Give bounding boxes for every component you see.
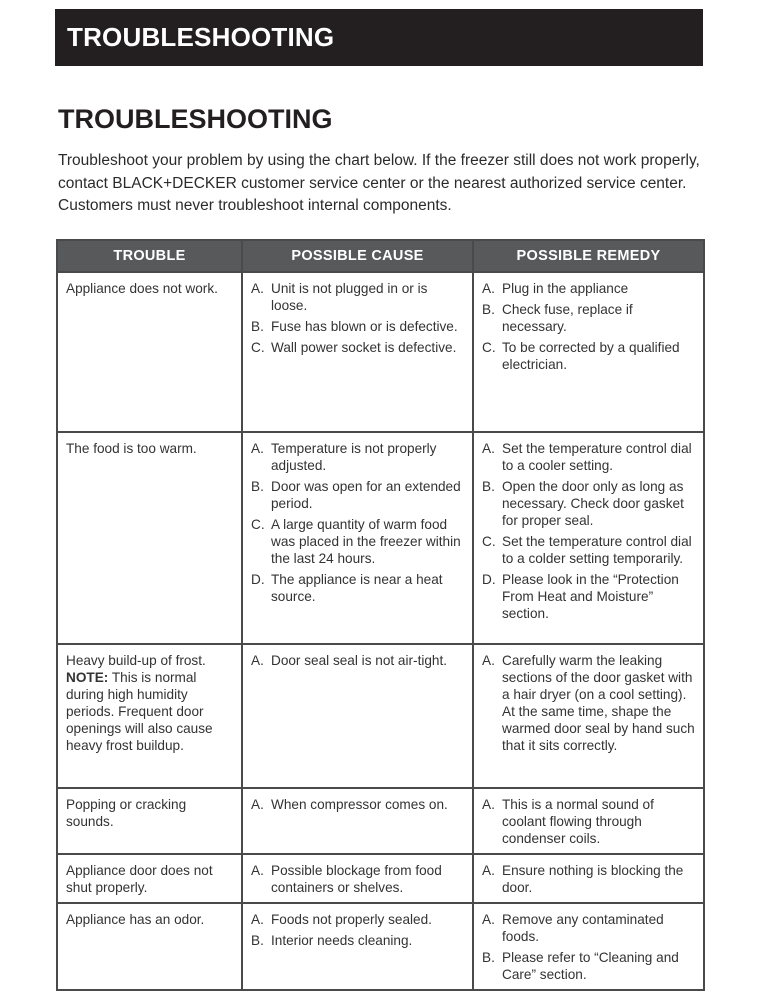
trouble-cell: Appliance does not work. bbox=[57, 272, 242, 432]
remedy-cell bbox=[473, 272, 704, 432]
list-item: C. Wall power socket is defective. bbox=[251, 340, 457, 355]
header-possible-cause: POSSIBLE CAUSE bbox=[242, 240, 473, 272]
troubleshooting-table bbox=[56, 239, 705, 991]
header-title: TROUBLESHOOTING bbox=[67, 22, 335, 52]
list-item: B. Interior needs cleaning. bbox=[251, 933, 413, 948]
table-row bbox=[57, 644, 704, 788]
cause-cell bbox=[242, 644, 473, 788]
table-row bbox=[57, 272, 704, 432]
remedy-cell bbox=[473, 788, 704, 854]
list-item: A. Plug in the appliance bbox=[482, 281, 629, 296]
remedy-cell bbox=[473, 854, 704, 903]
list-item: A. Unit is not plugged in or is loose. bbox=[251, 281, 428, 313]
remedy-cell bbox=[473, 644, 704, 788]
table-row bbox=[57, 432, 704, 644]
list-item: A. Carefully warm the leaking sections of the door gasket with a hair dryer (on a cool setting). At the same time, shape the warmed door seal by hand such that it sits correctly. bbox=[482, 653, 695, 753]
list-item: B. Please refer to “Cleaning and Care” section. bbox=[482, 950, 679, 982]
trouble-text: Heavy build-up of frost. bbox=[66, 653, 206, 668]
list-item: A. Ensure nothing is blocking the door. bbox=[482, 863, 684, 895]
list-item: B. Open the door only as long as necessary. Check door gasket for proper seal. bbox=[482, 479, 684, 528]
trouble-cell: Appliance has an odor. bbox=[57, 903, 242, 990]
header-possible-remedy: POSSIBLE REMEDY bbox=[473, 240, 704, 272]
cause-cell bbox=[242, 272, 473, 432]
list-item: D. Please look in the “Protection From Heat and Moisture” section. bbox=[482, 572, 679, 621]
list-item: C. To be corrected by a qualified electrician. bbox=[482, 340, 680, 372]
list-item: A. Foods not properly sealed. bbox=[251, 912, 432, 927]
trouble-cell: Popping or cracking sounds. bbox=[57, 788, 242, 854]
table-row bbox=[57, 788, 704, 854]
list-item: C. Set the temperature control dial to a colder setting temporarily. bbox=[482, 534, 692, 566]
trouble-cell: The food is too warm. bbox=[57, 432, 242, 644]
list-item: B. Door was open for an extended period. bbox=[251, 479, 461, 511]
intro-paragraph: Troubleshoot your problem by using the chart below. If the freezer still does not work properly, contact BLACK+DECKER customer service center or the nearest authorized service center. Customers must never troubleshoot internal components. bbox=[58, 152, 700, 214]
table-header-row bbox=[57, 240, 704, 272]
table-row bbox=[57, 903, 704, 990]
list-item: D. The appliance is near a heat source. bbox=[251, 572, 443, 604]
section-title: TROUBLESHOOTING bbox=[58, 104, 333, 134]
note-label: NOTE: bbox=[66, 670, 109, 685]
cause-cell bbox=[242, 788, 473, 854]
list-item: A. Set the temperature control dial to a cooler setting. bbox=[482, 441, 692, 473]
list-item: B. Fuse has blown or is defective. bbox=[251, 319, 458, 334]
note-text: This is normal during high humidity periods. Frequent door openings will also cause heavy frost buildup. bbox=[66, 670, 213, 753]
list-item: A. This is a normal sound of coolant flowing through condenser coils. bbox=[482, 797, 654, 846]
remedy-cell bbox=[473, 432, 704, 644]
trouble-cell: Appliance door does not shut properly. bbox=[57, 854, 242, 903]
list-item: A. Door seal seal is not air-tight. bbox=[251, 653, 448, 668]
list-item: B. Check fuse, replace if necessary. bbox=[482, 302, 633, 334]
remedy-cell bbox=[473, 903, 704, 990]
cause-cell bbox=[242, 432, 473, 644]
list-item: A. When compressor comes on. bbox=[251, 797, 448, 812]
cause-cell bbox=[242, 903, 473, 990]
header-trouble: TROUBLE bbox=[57, 240, 242, 272]
header-bar bbox=[55, 9, 703, 66]
table-row bbox=[57, 854, 704, 903]
cause-cell bbox=[242, 854, 473, 903]
trouble-cell bbox=[57, 644, 242, 788]
list-item: A. Temperature is not properly adjusted. bbox=[251, 441, 437, 473]
list-item: A. Remove any contaminated foods. bbox=[482, 912, 664, 944]
list-item: C. A large quantity of warm food was placed in the freezer within the last 24 hours. bbox=[251, 517, 461, 566]
list-item: A. Possible blockage from food containers or shelves. bbox=[251, 863, 442, 895]
